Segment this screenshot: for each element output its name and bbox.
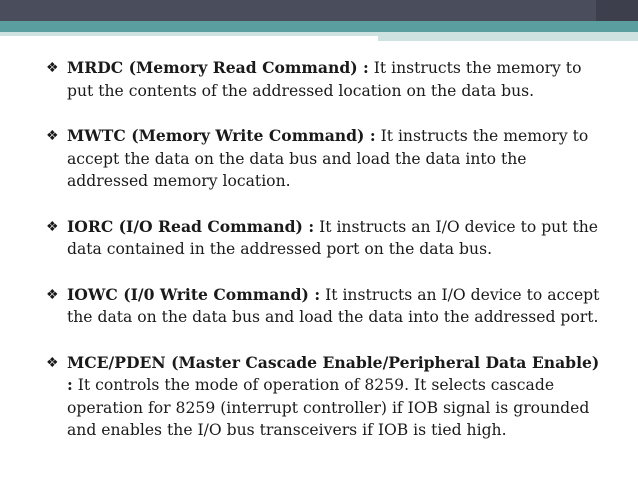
item-term: IORC (I/O Read Command) : — [67, 216, 315, 236]
bullet-item-mce-pden — [44, 352, 604, 442]
item-term: MCE/PDEN (Master Cascade Enable/Peripheral Data Enable) : — [67, 352, 600, 394]
item-description: It instructs an I/O device to put the data contained in the addressed port on the data bus. — [67, 217, 598, 258]
header-band-teal — [0, 21, 638, 32]
item-description: It instructs the memory to put the contents of the addressed location on the data bus. — [67, 59, 582, 100]
slide-body — [44, 57, 604, 465]
diamond-bullet-icon: ❖ — [46, 354, 59, 371]
item-description: It instructs the memory to accept the data on the data bus and load the data into the addressed memory location. — [67, 127, 589, 190]
header-band-corner — [596, 0, 638, 21]
diamond-bullet-icon: ❖ — [46, 218, 59, 235]
item-term: MWTC (Memory Write Command) : — [67, 126, 376, 145]
item-term: MRDC (Memory Read Command) : — [67, 58, 369, 77]
bullet-item-iowc — [44, 284, 604, 329]
bullet-item-iorc — [44, 216, 604, 261]
diamond-bullet-icon: ❖ — [46, 128, 59, 144]
bullet-item-mrdc — [44, 57, 604, 102]
bullet-item-mwtc — [44, 125, 604, 193]
item-term: IOWC (I/0 Write Command) : — [67, 284, 321, 304]
diamond-bullet-icon: ❖ — [46, 60, 59, 76]
header-band-dark — [0, 0, 638, 21]
diamond-bullet-icon: ❖ — [46, 286, 59, 303]
item-description: It controls the mode of operation of 8259. It selects cascade operation for 8259 (interrupt controller) if IOB signal is grounded and enables the I/O bus transceivers if IOB is tied high. — [67, 376, 590, 439]
item-description: It instructs an I/O device to accept the data on the data bus and load the data into the addressed port. — [67, 285, 600, 326]
header-band-light-accent — [378, 36, 638, 41]
